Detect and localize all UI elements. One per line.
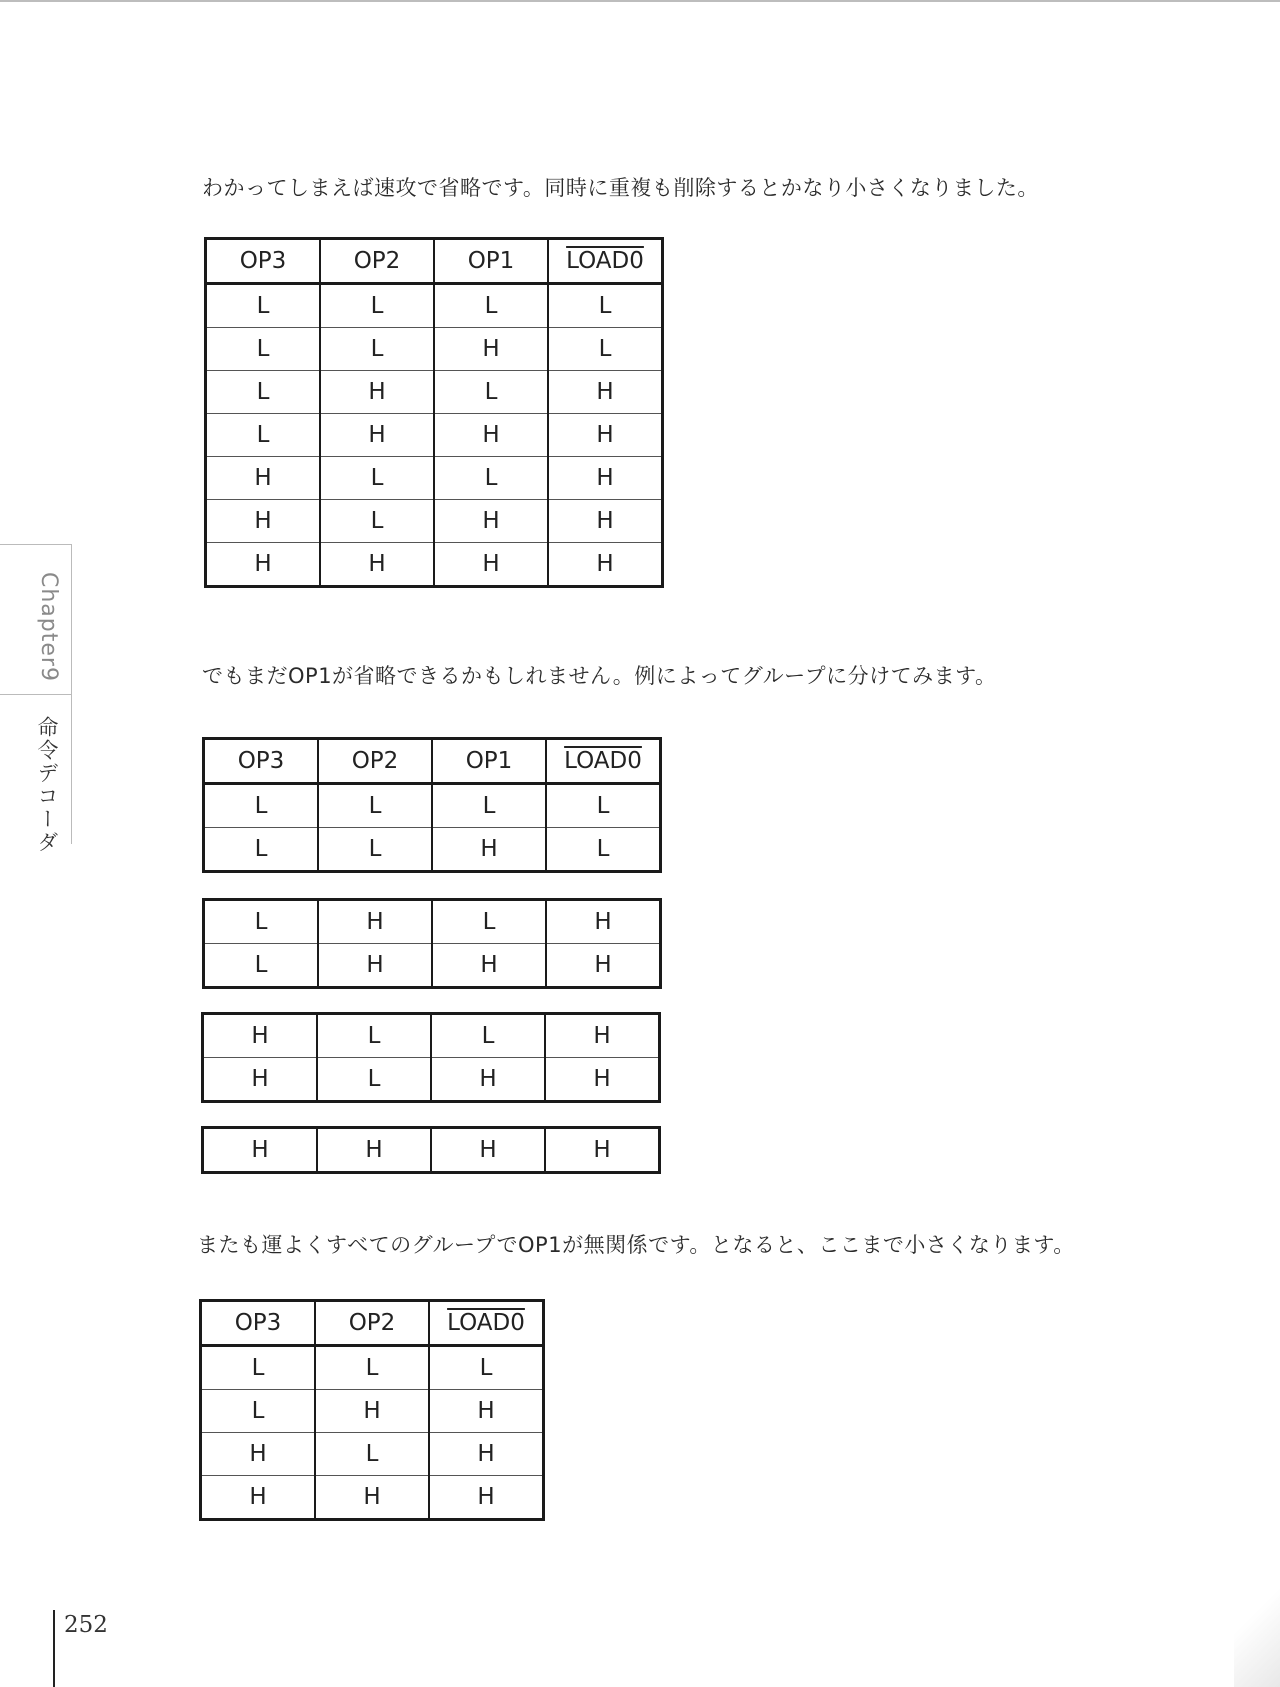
table-row — [203, 1128, 660, 1173]
cell: L — [320, 457, 434, 500]
cell: H — [548, 371, 663, 414]
cell: H — [251, 1137, 269, 1163]
cell: L — [254, 909, 268, 935]
cell: H — [203, 1058, 318, 1102]
cell: L — [251, 1355, 265, 1381]
cell: L — [432, 900, 546, 944]
cell: H — [201, 1476, 316, 1520]
cell: L — [546, 828, 661, 872]
cell: H — [429, 1390, 544, 1433]
cell: L — [206, 328, 321, 371]
cell: H — [432, 944, 546, 988]
cell: L — [320, 284, 434, 328]
cell: H — [429, 1433, 544, 1476]
cell: H — [545, 1014, 660, 1058]
cell: L — [318, 784, 432, 828]
cell: H — [320, 371, 434, 414]
table-row — [204, 784, 661, 828]
header-op2: OP2 — [315, 1301, 429, 1346]
cell: H — [206, 500, 321, 543]
cell: H — [434, 414, 548, 457]
table-row — [206, 328, 663, 371]
table-row — [201, 1390, 544, 1433]
cell: H — [545, 1058, 660, 1102]
cell: H — [431, 1128, 545, 1173]
cell: H — [320, 543, 434, 587]
cell: L — [431, 1014, 545, 1058]
cell: L — [434, 457, 548, 500]
cell: L — [318, 828, 432, 872]
page-number: 252 — [64, 1612, 108, 1638]
cell: L — [206, 371, 321, 414]
cell: L — [206, 414, 321, 457]
cell: H — [546, 944, 661, 988]
table-row — [206, 371, 663, 414]
cell: H — [548, 500, 663, 543]
sidebar-divider — [71, 544, 72, 694]
table-row — [206, 543, 663, 587]
cell: H — [548, 414, 663, 457]
table-row — [203, 1058, 660, 1102]
cell: L — [432, 784, 546, 828]
cell: L — [434, 371, 548, 414]
header-load0: LOAD0 — [429, 1301, 544, 1346]
cell: H — [315, 1476, 429, 1520]
table-header-row — [204, 739, 661, 784]
paragraph-2: でもまだOP1が省略できるかもしれません。例によってグループに分けてみます。 — [202, 664, 997, 688]
cell: L — [320, 500, 434, 543]
table-row — [203, 1014, 660, 1058]
cell: L — [548, 284, 663, 328]
cell: H — [434, 543, 548, 587]
truth-table-2-group-3 — [201, 1012, 661, 1103]
header-op2: OP2 — [318, 739, 432, 784]
cell: H — [548, 543, 663, 587]
cell: H — [432, 828, 546, 872]
header-op2: OP2 — [320, 239, 434, 284]
cell: L — [546, 784, 661, 828]
table-row — [201, 1346, 544, 1390]
cell: H — [315, 1390, 429, 1433]
table-row — [204, 900, 661, 944]
sidebar-top-line — [0, 544, 72, 545]
paragraph-1: わかってしまえば速攻で省略です。同時に重複も削除するとかなり小さくなりました。 — [202, 176, 1039, 200]
table-row — [206, 414, 663, 457]
cell: H — [548, 457, 663, 500]
cell: H — [317, 1128, 431, 1173]
header-op3: OP3 — [201, 1301, 316, 1346]
truth-table-2-group-4 — [201, 1126, 661, 1174]
sidebar-mid-line — [0, 694, 72, 695]
cell: H — [429, 1476, 544, 1520]
page-corner-shadow — [1234, 1567, 1280, 1687]
cell: H — [206, 543, 321, 587]
top-edge-line — [0, 0, 1280, 2]
header-op1: OP1 — [432, 739, 546, 784]
cell: H — [545, 1128, 660, 1173]
cell: H — [201, 1433, 316, 1476]
cell: H — [251, 1023, 269, 1049]
cell: H — [318, 944, 432, 988]
cell: H — [434, 328, 548, 371]
table-row — [201, 1476, 544, 1520]
cell: H — [434, 500, 548, 543]
chapter-label: Chapter9 — [36, 572, 61, 682]
header-load0: LOAD0 — [548, 239, 663, 284]
page-number-rule — [53, 1610, 55, 1687]
cell: L — [434, 284, 548, 328]
cell: L — [320, 328, 434, 371]
header-op3: OP3 — [204, 739, 319, 784]
cell: L — [256, 293, 270, 319]
cell: L — [201, 1390, 316, 1433]
cell: L — [317, 1014, 431, 1058]
cell: H — [318, 900, 432, 944]
truth-table-2-group-1 — [202, 737, 662, 873]
table-row — [201, 1433, 544, 1476]
chapter-title: 命令デコーダ — [35, 716, 59, 854]
table-header-row — [201, 1301, 544, 1346]
cell: L — [204, 828, 319, 872]
table-row — [206, 500, 663, 543]
header-op1: OP1 — [434, 239, 548, 284]
table-row — [206, 284, 663, 328]
table-row — [204, 944, 661, 988]
paragraph-3: またも運よくすべてのグループでOP1が無関係です。となると、ここまで小さくなります。 — [197, 1233, 1075, 1257]
header-op3: OP3 — [206, 239, 321, 284]
cell: L — [429, 1346, 544, 1390]
cell: L — [315, 1433, 429, 1476]
sidebar-divider-2 — [71, 694, 72, 844]
truth-table-1 — [204, 237, 664, 588]
table-header-row — [206, 239, 663, 284]
cell: L — [317, 1058, 431, 1102]
cell: L — [315, 1346, 429, 1390]
cell: L — [204, 944, 319, 988]
truth-table-2-group-2 — [202, 898, 662, 989]
table-row — [204, 828, 661, 872]
cell: H — [320, 414, 434, 457]
header-load0: LOAD0 — [546, 739, 661, 784]
truth-table-3 — [199, 1299, 545, 1521]
cell: L — [548, 328, 663, 371]
table-row — [206, 457, 663, 500]
cell: H — [431, 1058, 545, 1102]
cell: L — [254, 793, 268, 819]
cell: H — [546, 900, 661, 944]
cell: H — [206, 457, 321, 500]
